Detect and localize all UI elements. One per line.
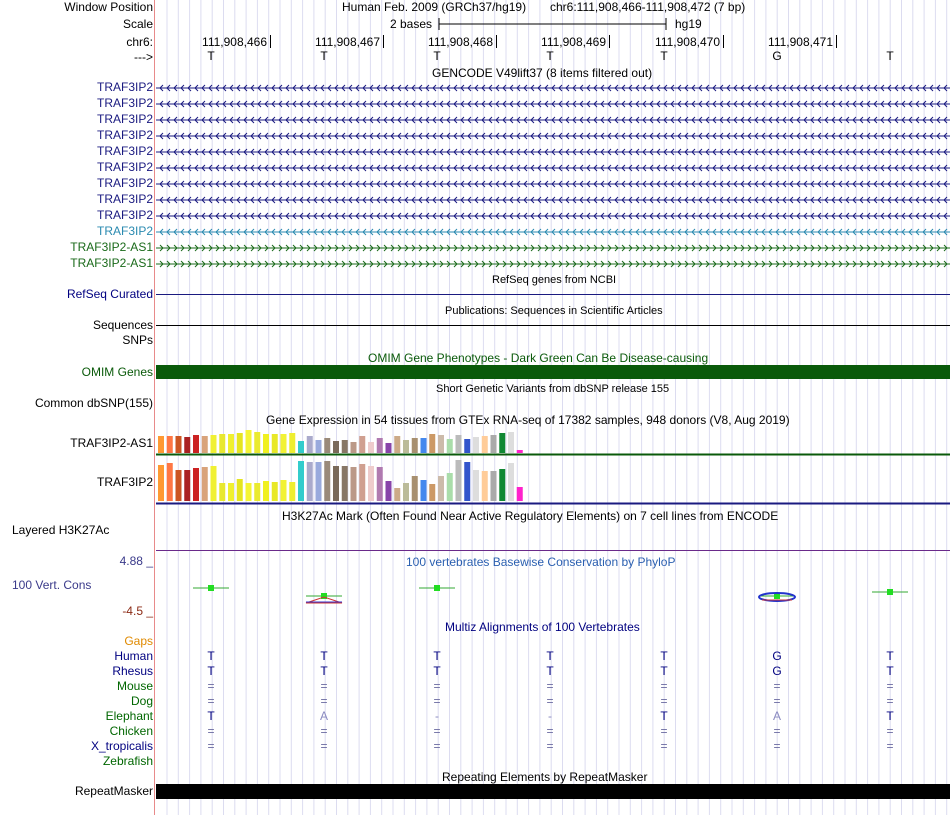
- gtex-bar[interactable]: [307, 462, 313, 501]
- gtex-bar[interactable]: [176, 436, 182, 453]
- gtex-bar[interactable]: [254, 432, 260, 453]
- refseq-feature-line[interactable]: [156, 294, 950, 295]
- ruler-tick: [609, 35, 610, 48]
- gtex-label-traf3ip2[interactable]: TRAF3IP2: [96, 475, 153, 489]
- multiz-base: T: [886, 664, 894, 678]
- multiz-base: =: [660, 694, 668, 708]
- ruler-tick: [723, 35, 724, 48]
- gtex-bar[interactable]: [491, 435, 497, 453]
- h3k27ac-label[interactable]: Layered H3K27Ac: [12, 523, 110, 537]
- multiz-base: T: [660, 649, 668, 663]
- multiz-base: T: [886, 709, 894, 723]
- multiz-species-label[interactable]: Dog: [130, 694, 153, 708]
- gtex-bar[interactable]: [254, 483, 260, 501]
- gtex-bar[interactable]: [464, 462, 470, 501]
- gtex-bar[interactable]: [324, 461, 330, 501]
- gtex-bar[interactable]: [333, 466, 339, 501]
- gtex-bar[interactable]: [202, 467, 208, 501]
- gtex-bar[interactable]: [499, 469, 505, 501]
- multiz-base: =: [886, 724, 894, 738]
- gtex-bar[interactable]: [316, 440, 322, 453]
- gtex-bar[interactable]: [421, 480, 427, 501]
- multiz-base: T: [433, 664, 441, 678]
- gtex-bar[interactable]: [342, 440, 348, 453]
- phylop-label[interactable]: 100 Vert. Cons: [12, 578, 92, 592]
- gencode-item-label[interactable]: TRAF3IP2: [96, 160, 153, 174]
- gtex-bar[interactable]: [272, 434, 278, 453]
- gtex-bar[interactable]: [359, 464, 365, 501]
- omim-label[interactable]: OMIM Genes: [81, 365, 153, 379]
- multiz-base: =: [320, 679, 328, 693]
- ruler-tick: [270, 35, 271, 48]
- gtex-bar[interactable]: [202, 436, 208, 453]
- assembly-text: Human Feb. 2009 (GRCh37/hg19): [342, 0, 527, 14]
- gtex-bar[interactable]: [281, 434, 287, 453]
- multiz-base: A: [319, 709, 328, 723]
- gtex-bar[interactable]: [377, 438, 383, 453]
- gtex-bar[interactable]: [447, 439, 453, 453]
- multiz-species-label[interactable]: X_tropicalis: [90, 739, 153, 753]
- gtex-bar[interactable]: [263, 434, 269, 453]
- multiz-base: =: [433, 739, 441, 753]
- ruler-base: T: [660, 49, 668, 63]
- gtex-bar[interactable]: [421, 438, 427, 453]
- chrom-label: chr6:: [126, 35, 153, 49]
- multiz-base: =: [886, 739, 894, 753]
- gtex-bar[interactable]: [184, 470, 190, 501]
- multiz-base: =: [207, 679, 215, 693]
- scale-bar: [436, 16, 670, 32]
- publications-title: Publications: Sequences in Scientific Articles: [445, 305, 663, 317]
- multiz-base: =: [207, 739, 215, 753]
- phylop-title: 100 vertebrates Basewise Conservation by PhyloP: [406, 555, 676, 569]
- gtex-bar[interactable]: [517, 450, 523, 453]
- omim-feature-bar[interactable]: [156, 365, 950, 379]
- gencode-item-label[interactable]: TRAF3IP2: [96, 192, 153, 206]
- publications-feature-line[interactable]: [156, 325, 950, 326]
- gtex-bar[interactable]: [167, 436, 173, 453]
- gtex-bar[interactable]: [333, 441, 339, 453]
- gtex-bar[interactable]: [158, 436, 164, 453]
- refseq-title: RefSeq genes from NCBI: [492, 274, 617, 286]
- gtex-bar[interactable]: [281, 480, 287, 501]
- gencode-item-label[interactable]: TRAF3IP2: [96, 112, 153, 126]
- ruler-coordinate: 111,908,471: [768, 35, 833, 49]
- gtex-bar[interactable]: [211, 435, 217, 453]
- multiz-base: =: [546, 739, 554, 753]
- multiz-base: =: [773, 724, 781, 738]
- gtex-bar[interactable]: [219, 434, 225, 453]
- ruler-coordinate: 111,908,467: [315, 35, 380, 49]
- gtex-bar[interactable]: [298, 461, 304, 501]
- multiz-species-label[interactable]: Chicken: [109, 724, 153, 738]
- gtex-bar[interactable]: [184, 437, 190, 453]
- gtex-bar[interactable]: [237, 433, 243, 453]
- gtex-bar[interactable]: [377, 467, 383, 501]
- multiz-base: T: [207, 649, 215, 663]
- gtex-bar[interactable]: [193, 435, 199, 453]
- repeatmasker-title: Repeating Elements by RepeatMasker: [442, 770, 648, 784]
- snps-label[interactable]: SNPs: [122, 333, 153, 347]
- gtex-title: Gene Expression in 54 tissues from GTEx RNA-seq of 17382 samples, 948 donors (V8, Aug 2019): [266, 413, 790, 427]
- ruler-tick: [383, 35, 384, 48]
- gtex-bar[interactable]: [482, 436, 488, 453]
- multiz-base: =: [433, 694, 441, 708]
- gtex-bar[interactable]: [386, 443, 392, 453]
- multiz-species-label[interactable]: Human: [114, 649, 153, 663]
- gtex-bar[interactable]: [219, 483, 225, 501]
- gtex-bar[interactable]: [403, 483, 409, 501]
- gtex-bar[interactable]: [307, 436, 313, 453]
- publications-label[interactable]: Sequences: [92, 318, 153, 332]
- gencode-item-label[interactable]: TRAF3IP2: [96, 80, 153, 94]
- multiz-base: -: [548, 709, 552, 723]
- repeatmasker-label[interactable]: RepeatMasker: [74, 784, 153, 798]
- multiz-base: G: [772, 664, 782, 678]
- strand-label: --->: [134, 50, 153, 64]
- gtex-bar[interactable]: [228, 483, 234, 501]
- multiz-base: -: [435, 709, 439, 723]
- multiz-base: =: [660, 724, 668, 738]
- gtex-bar[interactable]: [351, 442, 357, 453]
- multiz-species-label[interactable]: Elephant: [105, 709, 153, 723]
- gtex-bar[interactable]: [499, 433, 505, 453]
- gtex-bar[interactable]: [517, 487, 523, 501]
- multiz-gaps-label[interactable]: Gaps: [124, 634, 153, 648]
- multiz-base: =: [433, 679, 441, 693]
- gtex-bar[interactable]: [158, 465, 164, 501]
- scale-db: hg19: [675, 17, 702, 31]
- multiz-base: T: [320, 664, 328, 678]
- multiz-base: =: [207, 694, 215, 708]
- gtex-bar[interactable]: [228, 434, 234, 453]
- multiz-base: =: [660, 679, 668, 693]
- multiz-base: =: [886, 694, 894, 708]
- multiz-base: T: [886, 649, 894, 663]
- ruler-base: T: [886, 49, 894, 63]
- ruler-base: T: [433, 49, 441, 63]
- omim-title: OMIM Gene Phenotypes - Dark Green Can Be Disease-causing: [368, 351, 709, 365]
- gencode-item-label[interactable]: TRAF3IP2: [96, 224, 153, 238]
- gtex-bar[interactable]: [211, 466, 217, 501]
- multiz-species-label[interactable]: Rhesus: [112, 664, 153, 678]
- multiz-base: =: [660, 739, 668, 753]
- multiz-base: =: [546, 679, 554, 693]
- gtex-bar[interactable]: [429, 484, 435, 501]
- phylop-graph[interactable]: [156, 580, 950, 610]
- phylop-max: 4.88 _: [119, 554, 153, 568]
- dbsnp-label[interactable]: Common dbSNP(155): [34, 396, 153, 410]
- multiz-base: =: [546, 694, 554, 708]
- gencode-item-label[interactable]: TRAF3IP2: [96, 96, 153, 110]
- refseq-label[interactable]: RefSeq Curated: [66, 287, 153, 301]
- gtex-bar[interactable]: [412, 438, 418, 453]
- multiz-species-label[interactable]: Mouse: [116, 679, 153, 693]
- repeatmasker-feature-bar[interactable]: [156, 784, 950, 799]
- gtex-bar[interactable]: [368, 466, 374, 501]
- gtex-bar[interactable]: [316, 462, 322, 501]
- multiz-base: =: [207, 724, 215, 738]
- gtex-bar[interactable]: [482, 471, 488, 501]
- ruler-tick: [836, 35, 837, 48]
- gencode-item-label[interactable]: TRAF3IP2: [96, 144, 153, 158]
- multiz-base: =: [433, 724, 441, 738]
- gtex-bar[interactable]: [473, 470, 479, 501]
- multiz-base: =: [320, 739, 328, 753]
- gtex-bar[interactable]: [394, 488, 400, 501]
- gtex-bar[interactable]: [324, 438, 330, 453]
- h3k27ac-title: H3K27Ac Mark (Often Found Near Active Regulatory Elements) on 7 cell lines from ENCODE: [282, 509, 779, 523]
- gencode-title: GENCODE V49lift37 (8 items filtered out): [432, 66, 653, 80]
- multiz-base: =: [773, 679, 781, 693]
- ruler-coordinate: 111,908,468: [428, 35, 493, 49]
- multiz-base: T: [320, 649, 328, 663]
- multiz-base: =: [886, 679, 894, 693]
- gtex-bar[interactable]: [412, 476, 418, 501]
- gtex-bar[interactable]: [438, 476, 444, 501]
- gencode-item-label[interactable]: TRAF3IP2: [96, 176, 153, 190]
- dbsnp-title: Short Genetic Variants from dbSNP release 155: [436, 383, 670, 395]
- track-area-left-border: [154, 0, 155, 815]
- gtex-bar[interactable]: [246, 430, 252, 453]
- gtex-bar[interactable]: [456, 460, 462, 501]
- gtex-bar[interactable]: [237, 479, 243, 501]
- ruler-base: T: [320, 49, 328, 63]
- gtex-bar[interactable]: [176, 470, 182, 501]
- multiz-base: T: [660, 709, 668, 723]
- ruler-base: T: [207, 49, 215, 63]
- multiz-base: =: [320, 694, 328, 708]
- window-position-label: Window Position: [64, 0, 153, 14]
- multiz-base: T: [207, 709, 215, 723]
- multiz-base: =: [320, 724, 328, 738]
- gtex-bar[interactable]: [289, 482, 295, 501]
- h3k27ac-baseline[interactable]: [156, 550, 950, 551]
- ruler-tick: [496, 35, 497, 48]
- gtex-bar[interactable]: [351, 467, 357, 501]
- gencode-item-label[interactable]: TRAF3IP2: [96, 208, 153, 222]
- gtex-bar[interactable]: [508, 432, 514, 453]
- gtex-bar[interactable]: [473, 437, 479, 453]
- position-text: chr6:111,908,466-111,908,472 (7 bp): [550, 0, 746, 14]
- gtex-bar[interactable]: [429, 434, 435, 453]
- multiz-base: T: [546, 664, 554, 678]
- gtex-bar[interactable]: [368, 442, 374, 453]
- gtex-bar[interactable]: [263, 481, 269, 501]
- gtex-bar[interactable]: [491, 471, 497, 501]
- multiz-base: =: [773, 694, 781, 708]
- multiz-species-label[interactable]: Zebrafish: [102, 754, 153, 768]
- gtex-bar[interactable]: [298, 441, 304, 453]
- scale-text: 2 bases: [390, 17, 433, 31]
- gtex-bar[interactable]: [193, 468, 199, 501]
- gtex-bar[interactable]: [342, 466, 348, 501]
- phylop-min: -4.5 _: [122, 604, 153, 618]
- multiz-base: T: [433, 649, 441, 663]
- gencode-item-label[interactable]: TRAF3IP2-AS1: [70, 240, 153, 254]
- gtex-bar[interactable]: [456, 435, 462, 453]
- ruler-base: G: [772, 49, 782, 63]
- gtex-bar[interactable]: [508, 463, 514, 501]
- gtex-bar[interactable]: [386, 481, 392, 501]
- multiz-base: T: [207, 664, 215, 678]
- gtex-bar[interactable]: [289, 433, 295, 453]
- gtex-bar[interactable]: [272, 482, 278, 501]
- gtex-bar[interactable]: [464, 439, 470, 453]
- scale-label: Scale: [122, 17, 153, 31]
- multiz-base: =: [546, 724, 554, 738]
- gtex-bar[interactable]: [438, 435, 444, 453]
- multiz-base: A: [772, 709, 781, 723]
- multiz-base: G: [772, 649, 782, 663]
- ruler-base: T: [546, 49, 554, 63]
- gencode-item-label[interactable]: TRAF3IP2: [96, 128, 153, 142]
- gtex-bar[interactable]: [246, 483, 252, 501]
- gtex-bar[interactable]: [394, 436, 400, 453]
- gtex-bar[interactable]: [403, 440, 409, 453]
- ruler-coordinate: 111,908,469: [541, 35, 606, 49]
- multiz-title: Multiz Alignments of 100 Vertebrates: [445, 620, 640, 634]
- gtex-bar[interactable]: [167, 463, 173, 501]
- multiz-base: T: [546, 649, 554, 663]
- gencode-item-label[interactable]: TRAF3IP2-AS1: [70, 256, 153, 270]
- gtex-label-as1[interactable]: TRAF3IP2-AS1: [70, 436, 153, 450]
- gencode-features[interactable]: [156, 80, 950, 272]
- gtex-bar[interactable]: [447, 473, 453, 501]
- multiz-base: T: [660, 664, 668, 678]
- ruler-coordinate: 111,908,470: [655, 35, 720, 49]
- ruler-coordinate: 111,908,466: [202, 35, 267, 49]
- gtex-bar-graph[interactable]: [156, 428, 950, 508]
- multiz-base: =: [773, 739, 781, 753]
- gtex-bar[interactable]: [359, 436, 365, 453]
